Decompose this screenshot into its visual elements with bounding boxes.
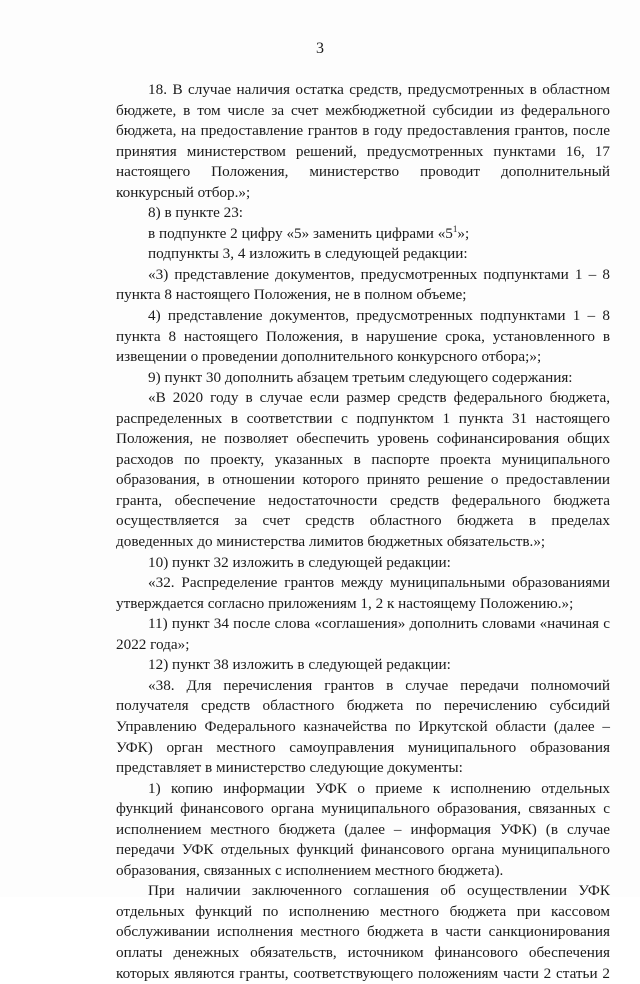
paragraph-item-9: 9) пункт 30 дополнить абзацем третьим следующего содержания: — [148, 368, 573, 386]
paragraph-item-10: 10) пункт 32 изложить в следующей редакции: — [148, 553, 451, 571]
paragraph-32-quote: «32. Распределение грантов между муниципальными образованиями утверждается согласно приложениям 1, 2 к настоящему Положению.»; — [116, 574, 610, 612]
paragraph-subitem-3-text: «3) представление документов, предусмотренных подпунктами 1 – 8 пункта 8 настоящего Положения, не в полном объеме; — [116, 265, 610, 304]
paragraph-subitem-2-text: в подпункте 2 цифру «5» заменить цифрами «5 — [148, 224, 453, 242]
document-body — [116, 80, 610, 984]
paragraph-38-subitem-1: 1) копию информации УФК о приеме к исполнению отдельных функций финансового органа муниципального образования, связанных с исполнением местного бюджета (далее – информация УФК) (в случае передачи УФК отдельных функций финансового органа муниципального образования, связанных с исполнением местного бюджета). — [116, 779, 610, 879]
paragraph-item-12: 12) пункт 38 изложить в следующей редакции: — [148, 656, 451, 674]
superscript-one: 1 — [452, 223, 458, 234]
paragraph-2020-quote: «В 2020 году в случае если размер средств федерального бюджета, распределенных в соответствии с подпунктом 1 пункта 31 настоящего Положения, не позволяет обеспечить уровень софинансирования общих расходов по проекту, указанных в паспорте проекта муниципального образования, в отношении которого принято решение о предоставлении гранта, обеспечение недостаточности средств федерального бюджета осуществляется за счет средств областного бюджета в пределах доведенных до министерства лимитов бюджетных обязательств.»; — [116, 389, 610, 551]
paragraph-subitem-2-tail: »; — [457, 224, 470, 242]
paragraph-item-8: 8) в пункте 23: — [148, 204, 244, 222]
paragraph-item-11: 11) пункт 34 после слова «соглашения» дополнить словами «начиная с 2022 года»; — [116, 615, 610, 653]
page-number: 3 — [316, 40, 324, 57]
paragraph-subitem-4-text: 4) представление документов, предусмотренных подпунктами 1 – 8 пункта 8 настоящего Положения, в нарушение срока, установленного в извещении о проведении дополнительного конкурсного отбора;»; — [116, 307, 610, 366]
paragraph-18: 18. В случае наличия остатка средств, предусмотренных в областном бюджете, в том числе за счет межбюджетной субсидии из федерального бюджета, на предоставление грантов в году предоставления грантов, после принятия министерством решений, предусмотренных пунктами 16, 17 настоящего Положения, министерство проводит дополнительный конкурсный отбор.»; — [116, 81, 610, 201]
paragraph-subitems-3-4: подпункты 3, 4 изложить в следующей редакции: — [148, 245, 468, 263]
paragraph-38-quote: «38. Для перечисления грантов в случае передачи полномочий получателя средств областного бюджета по перечислению субсидий Управлению Федерального казначейства по Иркутской области (далее – УФК) орган местного самоуправления муниципального образования представляет в министерство следующие документы: — [116, 676, 610, 777]
paragraph-ufk-agreement: При наличии заключенного соглашения об осуществлении УФК отдельных функций по исполнению местного бюджета при кассовом обслуживании исполнения местного бюджета в части санкционирования оплаты денежных обязательств, источником финансового обеспечения которых являются гранты, соответствующего положениям части 2 статьи 2 — [116, 882, 610, 982]
paragraph-subitem-2 — [116, 224, 610, 245]
